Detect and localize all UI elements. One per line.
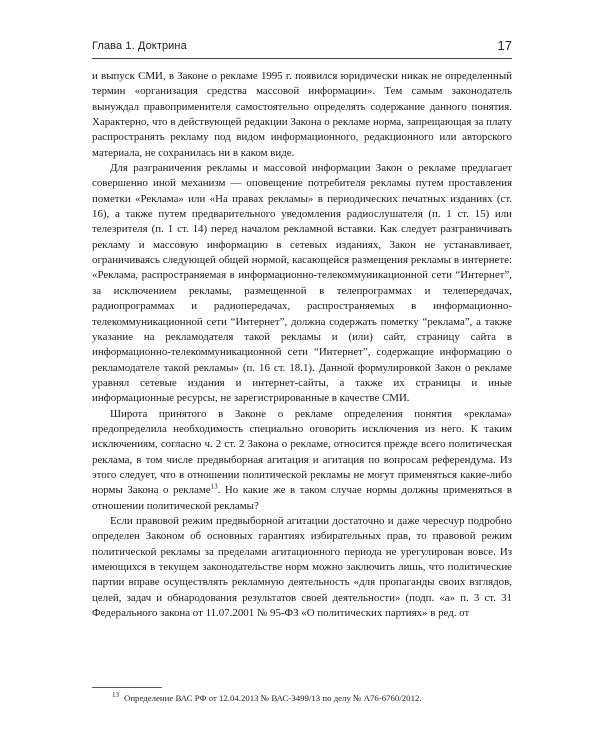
page-header <box>92 40 512 56</box>
paragraph-3 <box>92 407 512 514</box>
paragraph-3-text-cont: . Но какие же в таком случае нормы должны применяться в отношении политической рекламы? <box>92 484 512 512</box>
header-rule <box>92 58 512 59</box>
body-text <box>92 69 512 621</box>
footnote-number: 13 <box>112 691 119 699</box>
running-title: Глава 1. Доктрина <box>92 40 187 52</box>
footnote <box>112 691 512 703</box>
paragraph-2: Для разграничения рекламы и массовой информации Закон о рекламе предлагает совершенно иной механизм — оповещение потребителя рекламы путем проставления пометки «Реклама» или «На правах рекламы» в периодических печатных изданиях (ст. 16), а также путем предварительного уведомления радиослушателя (п. 1 ст. 15) или телезрителя (п. 1 ст. 14) перед началом рекламной вставки. Как следует разграничивать рекламу и массовую информацию в сетевых изданиях, Закон не устанавливает, ограничиваясь следующей общей нормой, касающейся размещения рекламы в интернете: «Реклама, распространяемая в информационно-телекоммуникационной сети “Интернет”, за исключением рекламы, размещенной в телепрограммах и телепередачах, радиопрограммах и радиопередачах, распространяемых в информационно-телекоммуникационной сети “Интернет”, должна содержать пометку “реклама”, а также указание на рекламодателя такой рекламы и (или) сайт, страницу сайта в информационно-телекоммуникационной сети “Интернет”, содержащие информацию о рекламодателе такой рекламы» (п. 16 ст. 18.1). Данной формулировкой Закон о рекламе уравнял сетевые издания и интернет-сайты, а также их страницы и иные информационные ресурсы, не зарегистрированные в качестве СМИ. <box>92 162 512 405</box>
page-number: 17 <box>497 38 512 53</box>
footnote-rule <box>92 687 162 688</box>
paragraph-4: Если правовой режим предвыборной агитации достаточно и даже чересчур подробно определен Законом об основных гарантиях избирательных прав, то правовой режим политической рекламы за пределами агитационного периода не урегулирован вовсе. Из имеющихся в текущем законодательстве норм можно заключить лишь, что политические партии вправе осуществлять рекламную деятельность «для пропаганды своих взглядов, целей, задач и обнародования результатов своей деятельности» (подп. «а» п. 3 ст. 31 Федерального закона от 11.07.2001 № 95-ФЗ «О политических партиях» в ред. от <box>92 514 512 620</box>
footnote-text: Определение ВАС РФ от 12.04.2013 № ВАС-3499/13 по делу № А76-6760/2012. <box>124 692 422 703</box>
footnote-reference: 13 <box>210 482 218 491</box>
paragraph-3-text: Широта принятого в Законе о рекламе определения понятия «реклама» предопределила необходимость специально оговорить исключения из него. К таким исключениям, согласно ч. 2 ст. 2 Закона о рекламе, относится прежде всего политическая реклама, в том числе предвыборная агитация и агитация по вопросам референдума. Из этого следует, что в отношении политической рекламы не могут применяться какие-либо нормы Закона о рекламе <box>92 407 512 497</box>
paragraph-1: и выпуск СМИ, в Законе о рекламе 1995 г. появился юридически никак не определенный термин «организация средства массовой информации». Тем самым законодатель вынуждал правоприменителя самостоятельно определять содержание данного понятия. Характерно, что в действующей редакции Закона о рекламе норма, запрещающая за плату распространять рекламу под видом информационного, редакционного или авторского материала, не сохранилась ни в каком виде. <box>92 70 512 159</box>
